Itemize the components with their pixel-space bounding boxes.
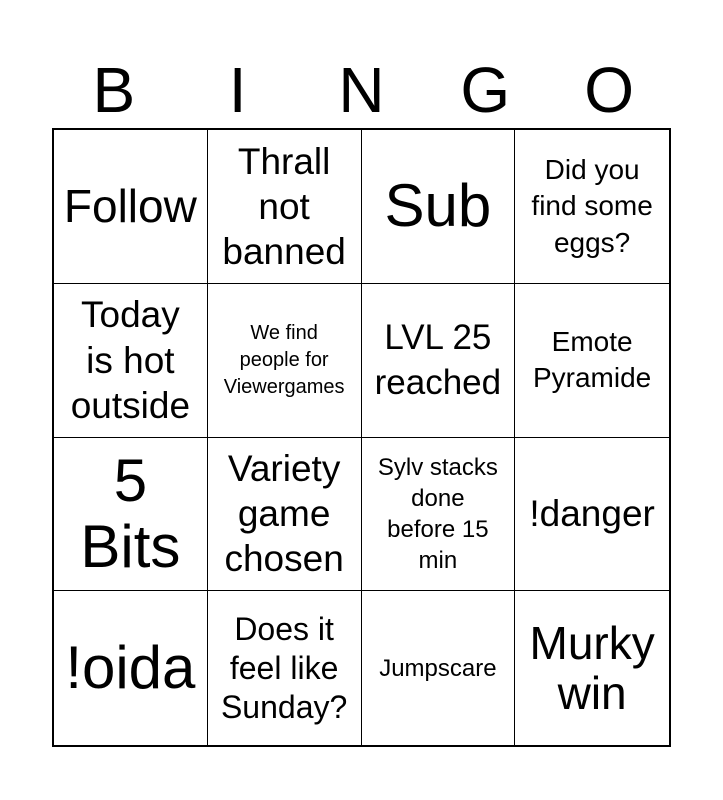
header-letter-n: N bbox=[338, 54, 385, 126]
bingo-cell-follow[interactable]: Follow bbox=[54, 130, 208, 284]
header-letter-b: B bbox=[92, 54, 136, 126]
bingo-board bbox=[52, 128, 671, 747]
bingo-cell-sunday[interactable]: Does it feel like Sunday? bbox=[208, 591, 362, 745]
bingo-cell-lvl-25[interactable]: LVL 25 reached bbox=[362, 284, 516, 438]
bingo-cell-sub[interactable]: Sub bbox=[362, 130, 516, 284]
bingo-cell-5-bits[interactable]: 5 Bits bbox=[54, 438, 208, 592]
bingo-cell-emote-pyramide[interactable]: Emote Pyramide bbox=[515, 284, 669, 438]
header-letter-o: O bbox=[584, 54, 634, 126]
bingo-cell-thrall-not-banned[interactable]: Thrall not banned bbox=[208, 130, 362, 284]
bingo-cell-sylv-stacks[interactable]: Sylv stacks done before 15 min bbox=[362, 438, 516, 592]
bingo-cell-variety-game[interactable]: Variety game chosen bbox=[208, 438, 362, 592]
bingo-header bbox=[52, 52, 671, 128]
header-letter-g: G bbox=[460, 54, 511, 126]
header-letter-i: I bbox=[228, 54, 247, 126]
bingo-cell-murky-win[interactable]: Murky win bbox=[529, 616, 655, 720]
bingo-cell-viewergames[interactable]: We find people for Viewergames bbox=[208, 284, 362, 438]
bingo-cell-oida[interactable]: !oida bbox=[54, 591, 208, 745]
bingo-cell-danger[interactable]: !danger bbox=[515, 438, 669, 592]
bingo-cell-hot-outside[interactable]: Today is hot outside bbox=[54, 284, 208, 438]
bingo-cell-eggs[interactable]: Did you find some eggs? bbox=[515, 130, 669, 284]
bingo-cell-jumpscare[interactable]: Jumpscare bbox=[362, 591, 516, 745]
